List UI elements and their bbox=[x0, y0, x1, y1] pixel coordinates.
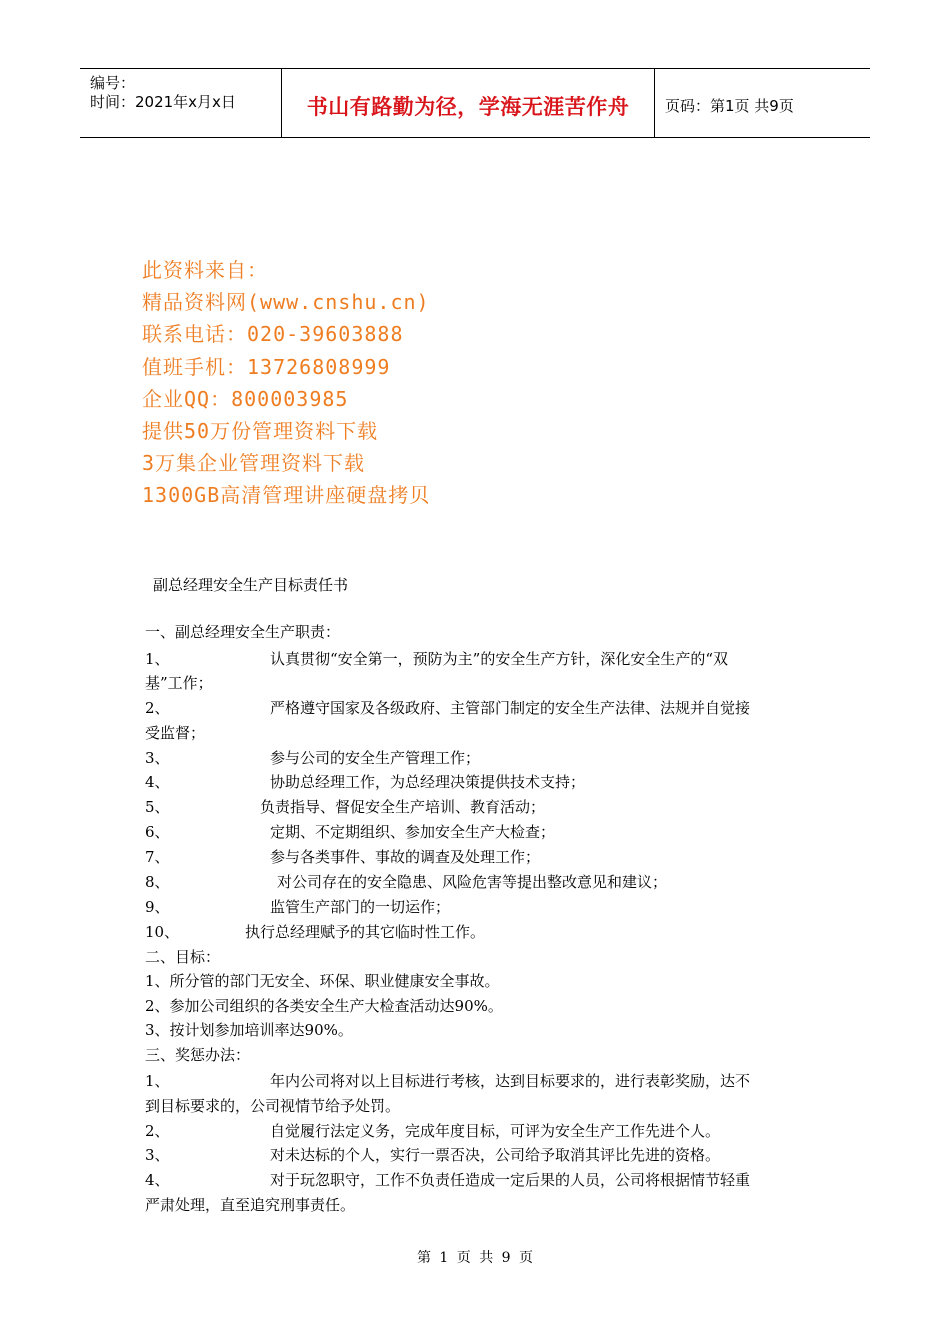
duty-item: 5、 负责指导、督促安全生产培训、教育活动； bbox=[145, 798, 546, 816]
header-page-cell bbox=[655, 69, 870, 137]
info-line: 提供50万份管理资料下载 bbox=[142, 418, 379, 443]
header-meta-cell bbox=[80, 69, 282, 137]
info-line: 3万集企业管理资料下载 bbox=[142, 451, 366, 476]
goal-item: 3、按计划参加培训率达90%。 bbox=[145, 1021, 353, 1039]
page-footer bbox=[0, 1247, 950, 1267]
info-block bbox=[142, 254, 430, 512]
section-heading: 一、副总经理安全生产职责： bbox=[145, 623, 341, 641]
duty-item: 3、 参与公司的安全生产管理工作； bbox=[145, 749, 481, 767]
duty-item-cont: 受监督； bbox=[145, 724, 206, 742]
info-line: 1300GB高清管理讲座硬盘拷贝 bbox=[142, 483, 431, 508]
info-line: 联系电话：020-39603888 bbox=[142, 322, 404, 347]
header-table bbox=[80, 68, 870, 138]
header-motto-cell bbox=[282, 69, 655, 137]
duty-item: 1、 认真贯彻“安全第一，预防为主”的安全生产方针，深化安全生产的“双 bbox=[145, 650, 729, 668]
info-line: 此资料来自： bbox=[142, 258, 268, 282]
page-info: 页码：第1页 共9页 bbox=[665, 97, 794, 115]
duty-item: 6、 定期、不定期组织、参加安全生产大检查； bbox=[145, 823, 556, 841]
time-label: 时间：2021年x月x日 bbox=[90, 93, 236, 111]
rule-item: 2、 自觉履行法定义务，完成年度目标，可评为安全生产工作先进个人。 bbox=[145, 1122, 721, 1140]
rule-item: 4、 对于玩忽职守，工作不负责任造成一定后果的人员，公司将根据情节轻重 bbox=[145, 1171, 751, 1189]
info-line: 精品资料网(www.cnshu.cn) bbox=[142, 290, 430, 315]
serial-label: 编号： bbox=[90, 74, 136, 92]
duty-item: 8、 对公司存在的安全隐患、风险危害等提出整改意见和建议； bbox=[145, 873, 668, 891]
duty-item: 2、 严格遵守国家及各级政府、主管部门制定的安全生产法律、法规并自觉接 bbox=[145, 699, 751, 717]
footer-page-number: 第 1 页 共 9 页 bbox=[416, 1250, 534, 1266]
duty-item-cont: 基”工作； bbox=[145, 674, 213, 692]
rule-item: 1、 年内公司将对以上目标进行考核，达到目标要求的，进行表彰奖励，达不 bbox=[145, 1072, 751, 1090]
goal-item: 1、所分管的部门无安全、环保、职业健康安全事故。 bbox=[145, 972, 500, 990]
duty-item: 7、 参与各类事件、事故的调查及处理工作； bbox=[145, 848, 541, 866]
duty-item: 9、 监管生产部门的一切运作； bbox=[145, 898, 451, 916]
goal-item: 2、参加公司组织的各类安全生产大检查活动达90%。 bbox=[145, 997, 503, 1015]
section-heading: 三、奖惩办法： bbox=[145, 1046, 251, 1064]
info-line: 企业QQ：800003985 bbox=[142, 386, 349, 411]
rule-item: 3、 对未达标的个人，实行一票否决，公司给予取消其评比先进的资格。 bbox=[145, 1146, 721, 1164]
rule-item-cont: 严肃处理，直至追究刑事责任。 bbox=[145, 1196, 356, 1214]
motto: 书山有路勤为径，学海无涯苦作舟 bbox=[306, 95, 630, 119]
rule-item-cont: 到目标要求的，公司视情节给予处罚。 bbox=[145, 1097, 401, 1115]
info-line: 值班手机：13726808999 bbox=[142, 354, 391, 379]
section-heading: 二、目标： bbox=[145, 948, 221, 966]
document-title: 副总经理安全生产目标责任书 bbox=[153, 576, 349, 594]
duty-item: 10、 执行总经理赋予的其它临时性工作。 bbox=[145, 923, 486, 941]
duty-item: 4、 协助总经理工作，为总经理决策提供技术支持； bbox=[145, 773, 586, 791]
